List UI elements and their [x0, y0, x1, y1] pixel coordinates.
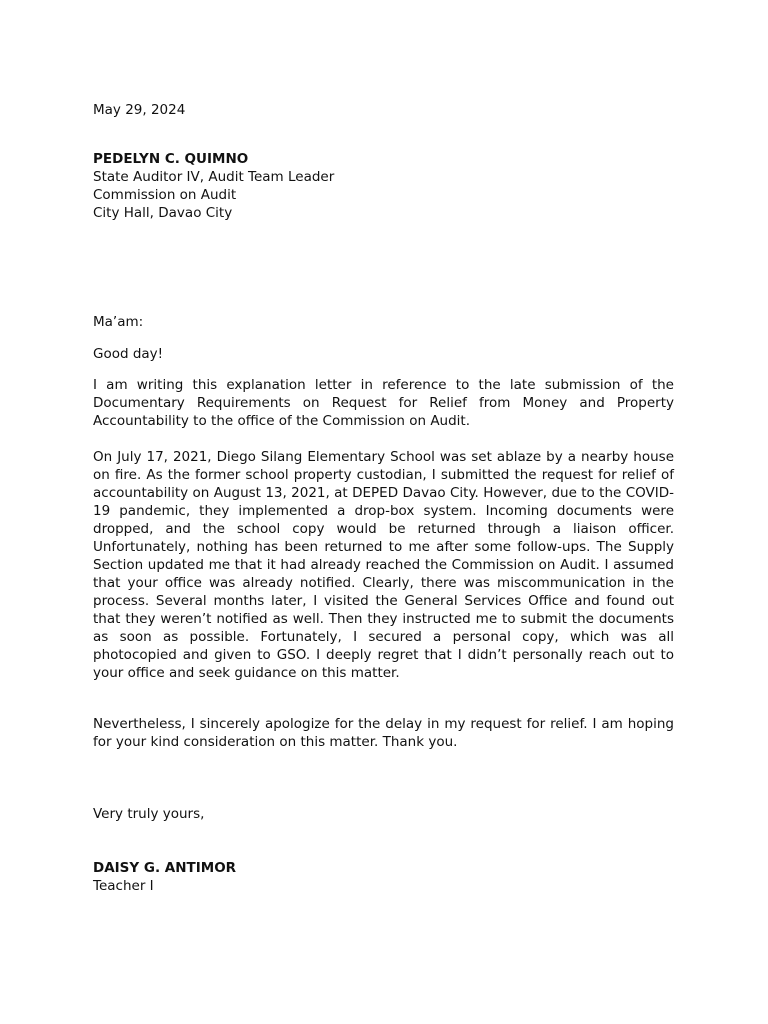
body-paragraph-2: On July 17, 2021, Diego Silang Elementary School was set ablaze by a nearby house on fire. As the former school property custodian, I submitted the request for relief of accountability on August 13, 2021, at DEPED Davao City. However, due to the COVID-19 pandemic, they implemented a drop-box system. Incoming documents were dropped, and the school copy would be returned through a liaison officer. Unfortunately, nothing has been returned to me after some follow-ups. The Supply Section updated me that it had already reached the Commission on Audit. I assumed that your office was already notified. Clearly, there was miscommunication in the process. Several months later, I visited the General Services Office and found out that they weren’t notified as well. Then they instructed me to submit the documents as soon as possible. Fortunately, I secured a personal copy, which was all photocopied and given to GSO. I deeply regret that I didn’t personally reach out to your office and seek guidance on this matter.	[93, 449, 674, 681]
body-paragraph-1: I am writing this explanation letter in reference to the late submission of the Documentary Requirements on Request for Relief from Money and Property Accountability to the office of the Commission on Audit.	[93, 377, 674, 429]
greeting: Good day!	[93, 346, 164, 362]
salutation: Ma’am:	[93, 314, 144, 330]
recipient-address: City Hall, Davao City	[93, 205, 233, 221]
recipient-block	[93, 150, 674, 222]
signature-block	[93, 859, 674, 895]
closing: Very truly yours,	[93, 806, 205, 822]
signatory-title: Teacher I	[93, 878, 154, 894]
recipient-name: PEDELYN C. QUIMNO	[93, 151, 249, 167]
signatory-name: DAISY G. ANTIMOR	[93, 860, 237, 876]
letter-date: May 29, 2024	[93, 102, 186, 118]
body-paragraph-3: Nevertheless, I sincerely apologize for the delay in my request for relief. I am hoping for your kind consideration on this matter. Thank you.	[93, 716, 674, 750]
recipient-organization: Commission on Audit	[93, 187, 237, 203]
recipient-title: State Auditor IV, Audit Team Leader	[93, 169, 335, 185]
